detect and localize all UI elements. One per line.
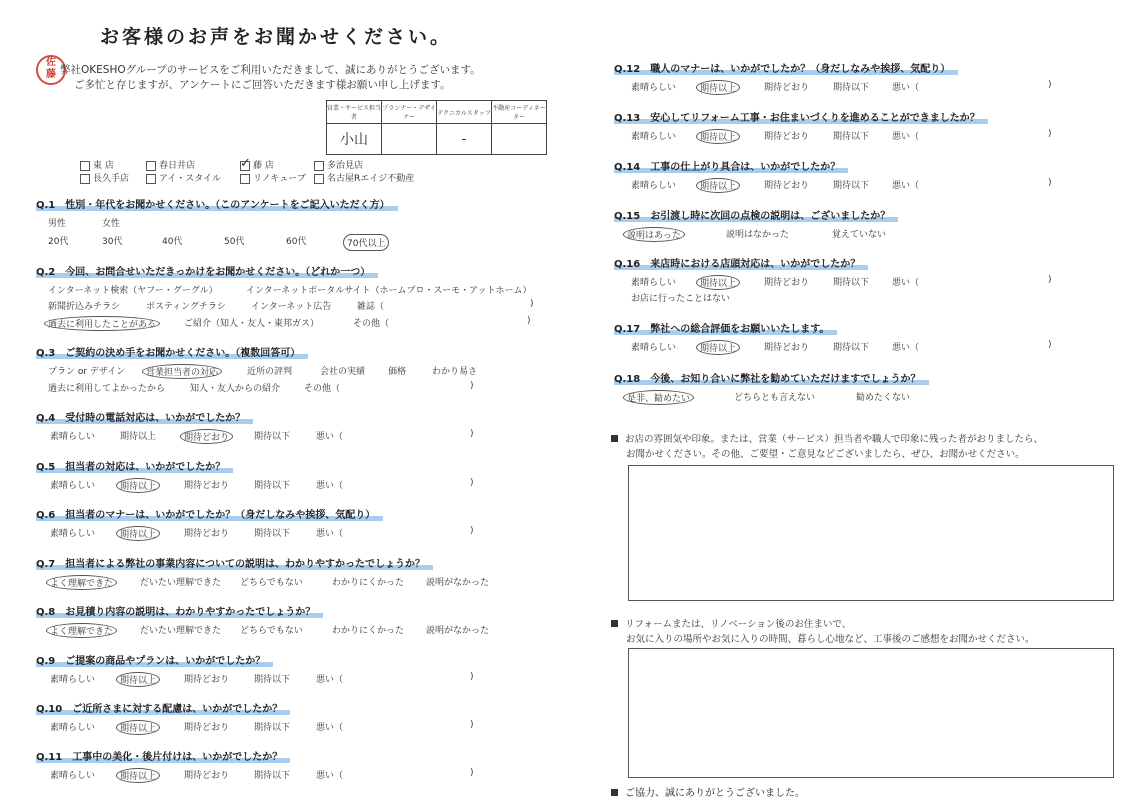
question-label xyxy=(36,555,433,570)
question-text: Q.14 工事の仕上がり具合は、いかがでしたか？ xyxy=(614,162,848,173)
option[interactable]: 30代 xyxy=(102,237,123,247)
option[interactable]: インターネットポータルサイト（ホームプロ・スーモ・アットホーム） xyxy=(246,286,532,296)
option: ) xyxy=(1048,340,1052,350)
option[interactable]: 期待どおり xyxy=(764,181,810,191)
selected-option[interactable]: よく理解できた xyxy=(46,575,117,590)
option: ) xyxy=(470,672,474,682)
option[interactable]: 期待以下 xyxy=(833,181,870,191)
branch-label: 藤 店 xyxy=(253,161,274,171)
branch-option[interactable] xyxy=(80,171,129,184)
option[interactable]: 説明がなかった xyxy=(426,626,490,636)
option[interactable]: 期待以下 xyxy=(254,771,291,781)
question-text: Q.1 性別・年代をお聞かせください。（このアンケートをご記入いただく方） xyxy=(36,200,398,211)
option[interactable]: 素晴らしい xyxy=(50,771,96,781)
checkbox[interactable] xyxy=(146,161,156,171)
option[interactable]: 50代 xyxy=(224,237,245,247)
question-text: Q.6 担当者のマナーは、いかがでしたか？（身だしなみや挨拶、気配り） xyxy=(36,510,383,521)
option[interactable]: 素晴らしい xyxy=(50,481,96,491)
option[interactable]: 新聞折込みチラシ xyxy=(48,302,121,312)
option[interactable]: その他（ xyxy=(353,319,390,329)
seal-stamp: 佐 藤 xyxy=(36,55,66,85)
option[interactable]: どちらでもない xyxy=(240,578,303,588)
question-label xyxy=(614,158,848,173)
impression-prompt xyxy=(611,432,1043,462)
question-text: Q.17 弊社への総合評価をお願いいたします。 xyxy=(614,324,837,335)
option[interactable]: 期待以下 xyxy=(254,432,291,442)
checkbox[interactable] xyxy=(240,161,250,171)
option: ) xyxy=(470,720,474,730)
intro-line-2: ご多忙と存じますが、アンケートにご回答いただきます様お願い申し上げます。 xyxy=(74,79,451,91)
branch-label: アイ・スタイル xyxy=(159,174,222,184)
option[interactable]: 悪い（ xyxy=(316,771,344,781)
impression-prompt-line: お聞かせください。その他、ご要望・ご意見などございましたら、ぜひ、お聞かせください。 xyxy=(626,449,1025,460)
option[interactable]: 悪い（ xyxy=(892,343,920,353)
option[interactable]: 男性 xyxy=(48,219,67,229)
branch-label: 名古屋Rエイジ不動産 xyxy=(327,174,415,184)
option[interactable]: 悪い（ xyxy=(892,83,920,93)
option[interactable]: 悪い（ xyxy=(316,675,344,685)
question-label xyxy=(614,370,929,385)
square-bullet-icon xyxy=(611,620,618,627)
option[interactable]: 期待どおり xyxy=(184,481,230,491)
option[interactable]: 悪い（ xyxy=(892,181,920,191)
question-label xyxy=(36,458,233,473)
option[interactable]: だいたい理解できた xyxy=(140,626,222,636)
branch-label: 春日井店 xyxy=(159,161,196,171)
checkbox[interactable] xyxy=(314,174,324,184)
option: ) xyxy=(530,299,534,309)
selected-option[interactable]: 70代以上 xyxy=(343,234,389,251)
branch-option[interactable] xyxy=(314,171,414,184)
selected-option[interactable]: 過去に利用したことがある xyxy=(44,316,160,331)
option[interactable]: 素晴らしい xyxy=(631,83,677,93)
question-label xyxy=(36,263,378,278)
footer-thanks xyxy=(611,784,805,799)
selected-option[interactable]: 営業担当者の対応 xyxy=(142,364,222,379)
selected-option[interactable]: よく理解できた xyxy=(46,623,117,638)
option[interactable]: 雑誌（ xyxy=(357,302,385,312)
option[interactable]: その他（ xyxy=(304,384,341,394)
question-label xyxy=(36,344,308,359)
option: ) xyxy=(1048,275,1052,285)
option[interactable]: ご紹介（知人・友人・東邦ガス） xyxy=(184,319,320,329)
branch-option[interactable] xyxy=(314,158,363,171)
checkbox[interactable] xyxy=(146,174,156,184)
branch-option[interactable] xyxy=(240,171,306,184)
question-label xyxy=(614,109,988,124)
option[interactable]: 女性 xyxy=(102,219,121,229)
selected-option[interactable]: 期待以上 xyxy=(116,720,160,735)
checkbox[interactable] xyxy=(80,174,90,184)
option[interactable]: わかり易さ xyxy=(432,367,478,377)
impression-answer-box[interactable] xyxy=(628,465,1114,601)
option: ) xyxy=(1048,80,1052,90)
question-text: Q.2 今回、お問合せいただきっかけをお聞かせください。（どれか一つ） xyxy=(36,267,378,278)
selected-option[interactable]: 期待どおり xyxy=(180,429,233,444)
question-label xyxy=(36,506,383,521)
option[interactable]: 期待以下 xyxy=(833,343,870,353)
checkbox[interactable] xyxy=(314,161,324,171)
staff-value[interactable]: 小山 xyxy=(327,124,382,155)
staff-value[interactable] xyxy=(492,124,547,155)
option[interactable]: 期待以下 xyxy=(833,83,870,93)
option[interactable]: 悪い（ xyxy=(316,481,344,491)
option[interactable]: お店に行ったことはない xyxy=(631,294,731,304)
option[interactable]: 期待どおり xyxy=(184,675,230,685)
option[interactable]: インターネット検索（ヤフー・グーグル） xyxy=(48,286,218,296)
selected-option[interactable]: 期待以上 xyxy=(696,275,740,290)
option[interactable]: 悪い（ xyxy=(316,529,344,539)
option[interactable]: 価格 xyxy=(388,367,407,377)
selected-option[interactable]: 期待以上 xyxy=(696,340,740,355)
checkbox[interactable] xyxy=(80,161,90,171)
question-label xyxy=(614,207,898,222)
question-label xyxy=(36,409,253,424)
selected-option[interactable]: 是非、勧めたい xyxy=(623,390,694,405)
option[interactable]: 悪い（ xyxy=(316,432,344,442)
option[interactable]: 説明がなかった xyxy=(426,578,490,588)
selected-option[interactable]: 期待以上 xyxy=(116,768,160,783)
option[interactable]: 期待どおり xyxy=(184,771,230,781)
selected-option[interactable]: 期待以上 xyxy=(696,178,740,193)
branch-option[interactable] xyxy=(146,171,221,184)
option: ) xyxy=(470,429,474,439)
afterthoughts-prompt xyxy=(611,617,1035,647)
option[interactable]: 期待どおり xyxy=(764,278,810,288)
afterthoughts-answer-box[interactable] xyxy=(628,648,1114,778)
option: ) xyxy=(470,768,474,778)
option[interactable]: 素晴らしい xyxy=(50,529,96,539)
option[interactable]: 期待以下 xyxy=(254,529,291,539)
option: ) xyxy=(1048,178,1052,188)
branch-label: リノキューブ xyxy=(253,174,306,184)
afterthoughts-prompt-line: リフォームまたは、リノベーション後のお住まいで、 xyxy=(625,619,852,630)
option[interactable]: 悪い（ xyxy=(316,723,344,733)
option[interactable]: 知人・友人からの紹介 xyxy=(190,384,281,394)
option[interactable]: 素晴らしい xyxy=(631,343,677,353)
option[interactable]: 素晴らしい xyxy=(631,278,677,288)
option[interactable]: 期待以下 xyxy=(254,481,291,491)
question-label xyxy=(36,652,273,667)
selected-option[interactable]: 期待以上 xyxy=(116,672,160,687)
option[interactable]: 期待以下 xyxy=(833,278,870,288)
selected-option[interactable]: 期待以上 xyxy=(696,129,740,144)
option: ) xyxy=(470,381,474,391)
option: ) xyxy=(470,478,474,488)
question-text: Q.3 ご契約の決め手をお聞かせください。（複数回答可） xyxy=(36,348,308,359)
branch-label: 東 店 xyxy=(93,161,114,171)
question-label xyxy=(36,748,290,763)
staff-value[interactable]: - xyxy=(437,124,492,155)
option[interactable]: 悪い（ xyxy=(892,132,920,142)
branch-option[interactable] xyxy=(146,158,195,171)
option[interactable]: 期待以下 xyxy=(833,132,870,142)
staff-table xyxy=(326,100,547,155)
page-title: お客様のお声をお聞かせください。 xyxy=(100,26,453,48)
question-text: Q.8 お見積り内容の説明は、わかりやすかったでしょうか？ xyxy=(36,607,323,618)
staff-header: プランナー・デザイナー xyxy=(382,101,437,124)
question-text: Q.5 担当者の対応は、いかがでしたか？ xyxy=(36,462,233,473)
question-text: Q.10 ご近所さまに対する配慮は、いかがでしたか？ xyxy=(36,704,290,715)
question-label xyxy=(36,196,398,211)
option[interactable]: わかりにくかった xyxy=(332,626,405,636)
option[interactable]: 悪い（ xyxy=(892,278,920,288)
selected-option[interactable]: 期待以上 xyxy=(116,526,160,541)
selected-option[interactable]: 期待以上 xyxy=(116,478,160,493)
option[interactable]: 期待どおり xyxy=(764,343,810,353)
option[interactable]: 勧めたくない xyxy=(856,393,911,403)
option[interactable]: どちらとも言えない xyxy=(734,393,816,403)
option[interactable]: 覚えていない xyxy=(832,230,887,240)
option[interactable]: 素晴らしい xyxy=(631,181,677,191)
option[interactable]: 期待以下 xyxy=(254,723,291,733)
staff-header: 営業・サービス担当者 xyxy=(327,101,382,124)
impression-prompt-line: お店の雰囲気や印象。または、営業（サービス）担当者や職人で印象に残った者がおりましたら、 xyxy=(625,434,1044,445)
question-text: Q.16 来店時における店頭対応は、いかがでしたか？ xyxy=(614,259,868,270)
branch-label: 長久手店 xyxy=(93,174,130,184)
option[interactable]: 期待以上 xyxy=(120,432,157,442)
staff-header: 不動産コーディネーター xyxy=(492,101,547,124)
selected-option[interactable]: 期待以上 xyxy=(696,80,740,95)
option: ) xyxy=(1048,129,1052,139)
option[interactable]: 過去に利用してよかったから xyxy=(48,384,166,394)
option[interactable]: 素晴らしい xyxy=(50,723,96,733)
question-text: Q.4 受付時の電話対応は、いかがでしたか？ xyxy=(36,413,253,424)
option[interactable]: わかりにくかった xyxy=(332,578,405,588)
checkbox[interactable] xyxy=(240,174,250,184)
question-label xyxy=(614,320,837,335)
question-text: Q.9 ご提案の商品やプランは、いかがでしたか？ xyxy=(36,656,273,667)
option[interactable]: だいたい理解できた xyxy=(140,578,222,588)
question-text: Q.18 今後、お知り合いに弊社を勧めていただけますでしょうか？ xyxy=(614,374,929,385)
question-text: Q.7 担当者による弊社の事業内容についての説明は、わかりやすかったでしょうか？ xyxy=(36,559,433,570)
option[interactable]: 近所の評判 xyxy=(247,367,293,377)
question-label xyxy=(36,700,290,715)
option[interactable]: 40代 xyxy=(162,237,183,247)
option[interactable]: ポスティングチラシ xyxy=(146,302,226,312)
option: ) xyxy=(470,526,474,536)
staff-value[interactable] xyxy=(382,124,437,155)
selected-option[interactable]: 説明はあった xyxy=(623,227,685,242)
option[interactable]: 期待どおり xyxy=(184,723,230,733)
question-text: Q.13 安心してリフォーム工事・お住まいづくりを進めることができましたか？ xyxy=(614,113,988,124)
option: ) xyxy=(527,316,531,326)
option[interactable]: 60代 xyxy=(286,237,307,247)
question-text: Q.15 お引渡し時に次回の点検の説明は、ございましたか？ xyxy=(614,211,898,222)
question-text: Q.12 職人のマナーは、いかがでしたか？（身だしなみや挨拶、気配り） xyxy=(614,64,958,75)
option[interactable]: 説明はなかった xyxy=(726,230,790,240)
footer-text: ご協力、誠にありがとうございました。 xyxy=(625,788,805,799)
option[interactable]: インターネット広告 xyxy=(251,302,332,312)
option[interactable]: どちらでもない xyxy=(240,626,303,636)
question-label xyxy=(614,255,868,270)
option[interactable]: 素晴らしい xyxy=(631,132,677,142)
afterthoughts-prompt-line: お気に入りの場所やお気に入りの時間、暮らし心地など、工事後のご感想をお聞かせください。 xyxy=(626,634,1035,645)
option[interactable]: 20代 xyxy=(48,237,69,247)
option[interactable]: プラン or デザイン xyxy=(48,367,126,377)
option[interactable]: 期待どおり xyxy=(764,132,810,142)
option[interactable]: 期待以下 xyxy=(254,675,291,685)
branch-option[interactable] xyxy=(240,158,274,171)
branch-label: 多治見店 xyxy=(327,161,364,171)
option[interactable]: 期待どおり xyxy=(184,529,230,539)
option[interactable]: 素晴らしい xyxy=(50,432,96,442)
question-text: Q.11 工事中の美化・後片付けは、いかがでしたか？ xyxy=(36,752,290,763)
square-bullet-icon xyxy=(611,789,618,796)
question-label xyxy=(36,603,323,618)
option[interactable]: 期待どおり xyxy=(764,83,810,93)
option[interactable]: 素晴らしい xyxy=(50,675,96,685)
staff-header: テクニカルスタッフ xyxy=(437,101,492,124)
option[interactable]: 会社の実績 xyxy=(320,367,366,377)
branch-option[interactable] xyxy=(80,158,114,171)
question-label xyxy=(614,60,958,75)
intro-line-1: 弊社OKESHOグループのサービスをご利用いただきまして、誠にありがとうございます。 xyxy=(60,64,481,76)
square-bullet-icon xyxy=(611,435,618,442)
